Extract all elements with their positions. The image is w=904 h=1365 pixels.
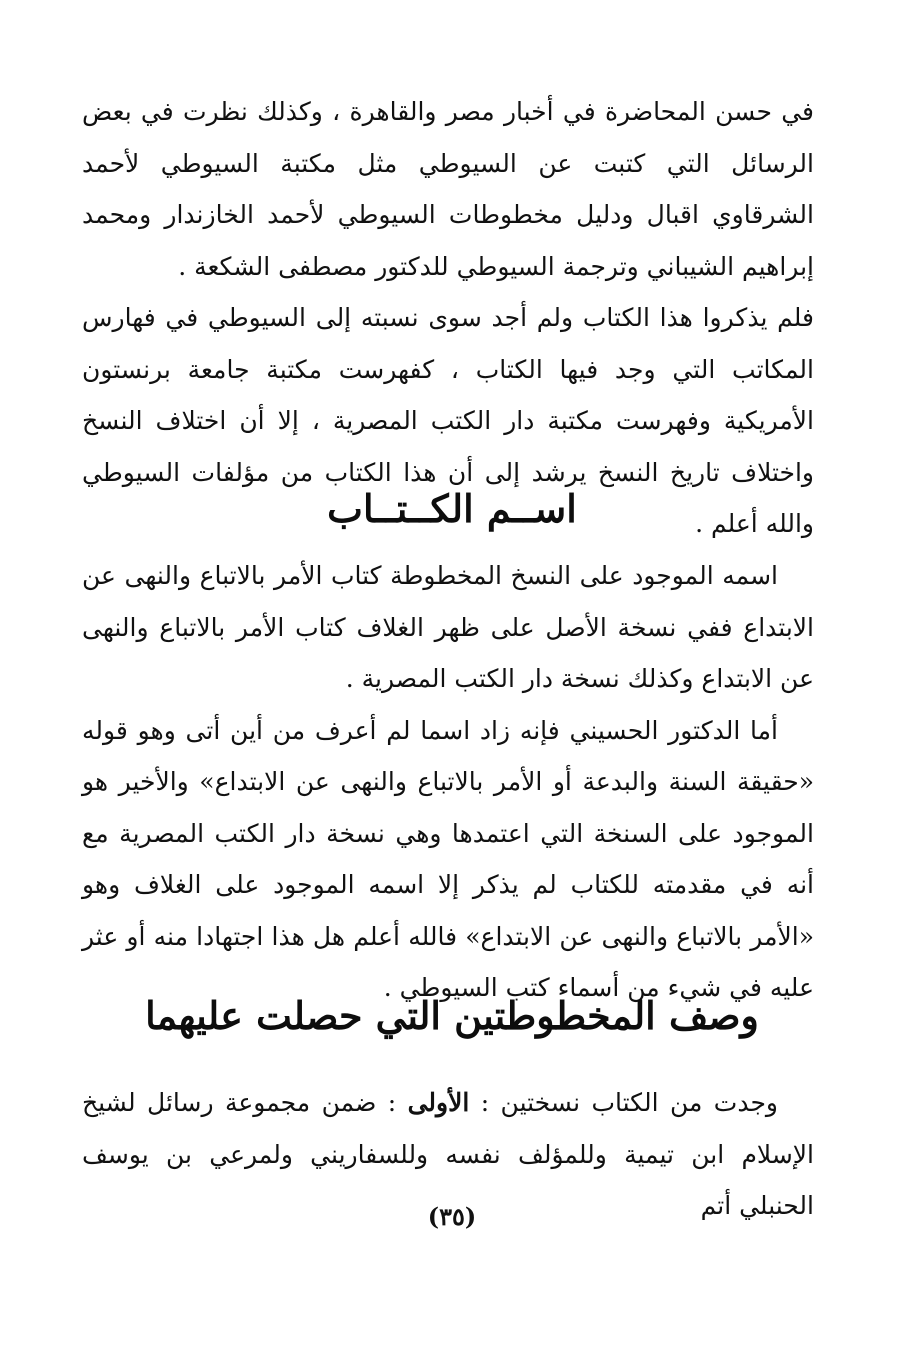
paragraph-book-name: اسمه الموجود على النسخ المخطوطة كتاب الأمر بالاتباع والنهى عن الابتداع ففي نسخة الأصل على ظهر الغلاف كتاب الأمر بالاتباع والنهى عن الابتداع وكذلك نسخة دار الكتب المصرية . [82,561,814,693]
page-number: (٣٥) [427,1202,477,1231]
manuscripts-text-end: : ضمن مجموعة رسائل لشيخ الإسلام ابن تيمية وللمؤلف نفسه وللسفاريني ولمرعي بن يوسف الحنبلي أتم [82,1088,814,1220]
paragraph-sources: في حسن المحاضرة في أخبار مصر والقاهرة ، وكذلك نظرت في بعض الرسائل التي كتبت عن السيوطي مثل مكتبة السيوطي لأحمد الشرقاوي اقبال ودليل مخطوطات السيوطي لأحمد الخازندار ومحمد إبراهيم الشيباني وترجمة السيوطي للدكتور مصطفى الشكعة . [82,97,814,281]
paragraph-attribution: فلم يذكروا هذا الكتاب ولم أجد سوى نسبته إلى السيوطي في فهارس المكاتب التي وجد فيها الكتاب ، كفهرست مكتبة جامعة برنستون الأمريكية وفهرست مكتبة دار الكتب المصرية ، إلا أن اختلاف النسخ واختلاف تاريخ النسخ يرشد إلى أن هذا الكتاب من مؤلفات السيوطي والله أعلم . [82,303,814,538]
book-name-section [82,550,814,1014]
manuscripts-first-label: الأولى [407,1088,470,1117]
heading-manuscripts: وصف المخطوطتين التي حصلت عليهما [145,993,759,1038]
intro-section [82,86,814,550]
heading-book-name: اســم الكــتــاب [327,486,577,531]
paragraph-husaini: أما الدكتور الحسيني فإنه زاد اسما لم أعرف من أين أتى وهو قوله «حقيقة السنة والبدعة أو الأمر بالاتباع والنهى عن الابتداع» والأخير هو الموجود على السنخة التي اعتمدها وهي نسخة دار الكتب المصرية مع أنه في مقدمته للكتاب لم يذكر إلا اسمه الموجود على الغلاف وهو «الأمر بالاتباع والنهى عن الابتداع» فالله أعلم هل هذا اجتهادا منه أو عثر عليه في شيء من أسماء كتب السيوطي . [82,715,814,1002]
manuscripts-text-start: وجدت من الكتاب نسختين : [469,1088,778,1117]
